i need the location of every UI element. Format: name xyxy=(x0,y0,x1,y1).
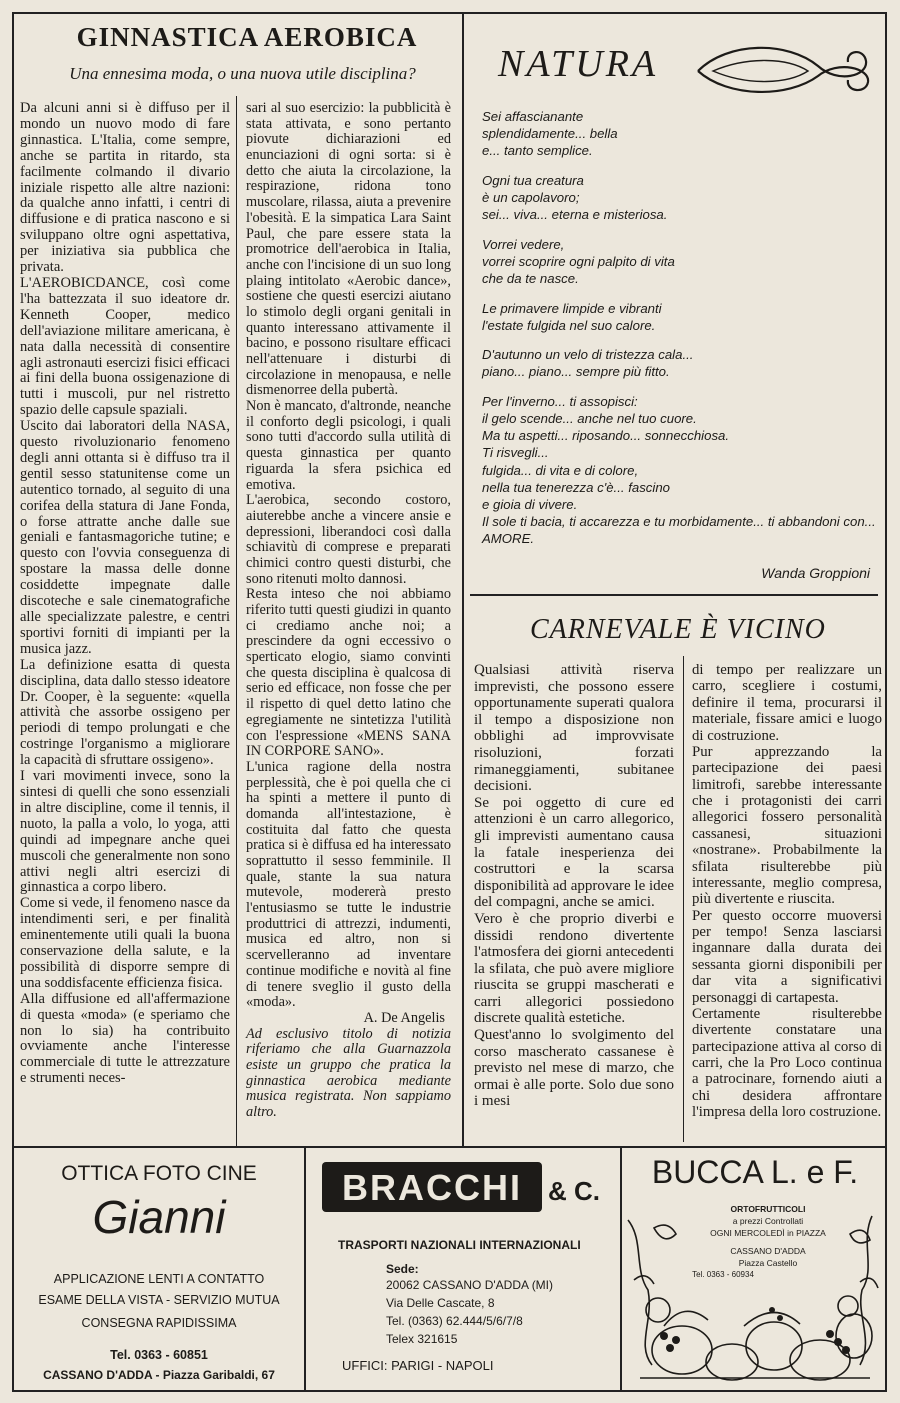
bracchi-logo-box xyxy=(322,1162,542,1212)
gym-paragraph: I vari movimenti invece, sono la sintesi di quelli che sono essenziali in altre discipline, come il tennis, il nuoto, la palla a volo, lo yoga, atti quindi ad impegnare anche quei muscoli che generalmente non sono attivi negli altri esercizi di ginnastica a corpo libero. xyxy=(20,768,230,896)
gym-paragraph: Alla diffusione ed all'affermazione di questa «moda» (e speriamo che non lo sia) ha contribuito ovviamente anche l'interesse commerciale di tutte le attrezzature e strumenti neces- xyxy=(20,990,230,1087)
gym-title: GINNASTICA AEROBICA xyxy=(76,22,418,52)
bracchi-address2: Via Delle Cascate, 8 xyxy=(386,1296,495,1310)
gianni-line2: ESAME DELLA VISTA - SERVIZIO MUTUA xyxy=(38,1293,280,1307)
gianni-line1: APPLICAZIONE LENTI A CONTATTO xyxy=(53,1272,265,1286)
carnevale-paragraph: Quest'anno lo svolgimento del corso mascherato cassanese è previsto nel mese di marzo, che ormai è alle porte. Solo due sono i mesi xyxy=(474,1027,674,1110)
bracchi-tagline: TRASPORTI NAZIONALI INTERNAZIONALI xyxy=(338,1238,581,1252)
carnevale-paragraph: di tempo per realizzare un carro, scegliere i costumi, definire il tema, procurarsi il materiale, fissare amici e luogo di costruzione. xyxy=(692,662,882,744)
ad-bucca xyxy=(624,1150,886,1388)
carnevale-paragraph: Vero è che proprio diverbi e dissidi rendono divertente l'atmosfera dei giorni antecedenti la sfilata, che può avere migliore riuscita se gruppi mascherati e carri allegorici possiedono discrete qualità estetiche. xyxy=(474,910,674,1027)
natura-title: NATURA xyxy=(498,43,659,85)
carnevale-paragraph: Se poi oggetto di cure ed attenzioni è un carro allegorico, gli imprevisti aumentano causa la fatale inesperienza dei costruttori e la scarsa disponibilità ad approvare le idee del compagni, anche se amici. xyxy=(474,794,674,911)
carnevale-paragraph: Pur apprezzando la partecipazione dei paesi limitrofi, sarebbe interessante che i protagonisti dei carri allegorici fossero personalità cassanesi, situazioni «nostrane». Probabilmente la sfilata risulterebbe più interessante, meglio compresa, più divertente e riuscita. xyxy=(692,743,882,908)
gym-paragraph: Come si vede, il fenomeno nasce da intendimenti seri, e per finalità eminentemente utili quali la buona conservazione della salute, e la possibilità di disporre sempre di una soddisfacente efficienza fisica. xyxy=(20,895,230,991)
poem-stanza: Sei affascianante splendidamente... bella e... tanto semplice. xyxy=(482,109,618,159)
bracchi-tel: Tel. (0363) 62.444/5/6/7/8 xyxy=(386,1314,523,1328)
fruit-basket-illustration xyxy=(624,1150,886,1388)
bracchi-sede-label: Sede: xyxy=(386,1262,419,1276)
gym-paragraph: sari al suo esercizio: la pubblicità è stata attivata, e sono pertanto piovute dichiarazioni ed enunciazioni di ogni sorta: si è detto che aiuta la circolazione, la respirazione, ridona tono muscolare, rilassa, aiuta a prevenire l'obesità. E la simpatica Lara Saint Paul, che pare essere stata la promotrice dell'aerobica in Italia, anche con l'incisione di un suo long plaing intitolato «Aerobic dance», sostiene che questi esercizi aiutano lo stimolo degli organi genitali in quanto interessano attivamente il bacino, e possono risultare efficaci nell'attenuare i disturbi di circolazione in menopausa, e nelle dismenorree della pubertà. xyxy=(246,100,451,399)
ads-top-rule xyxy=(14,1146,885,1148)
gym-paragraph: L'unica ragione della nostra perplessità, che è poi quella che ci ha spinti a mettere il punto di domanda all'intestazione, è costituita dal fatto che questa pratica si è diffusa ed ha interessato soprattutto il sesso femminile. Il quale, stante la sua natura mutevole, modererà presto l'entusiasmo se tutte le industrie produttrici di attrezzi, indumenti, musica ed altro, non si scervelleranno ad inventare continue modifiche e novità al fine di tenere sveglio il gusto della «moda». xyxy=(246,758,451,1011)
poem-signature: Wanda Groppioni xyxy=(761,565,870,581)
ad-ottica-gianni xyxy=(16,1150,302,1388)
poem-stanza: Ogni tua creatura è un capolavoro; sei... viva... eterna e misteriosa. xyxy=(482,172,668,223)
gianni-address: CASSANO D'ADDA - Piazza Garibaldi, 67 xyxy=(43,1368,275,1382)
gianni-line3: CONSEGNA RAPIDISSIMA xyxy=(81,1316,237,1330)
gym-paragraph: Da alcuni anni si è diffuso per il mondo un nuovo modo di fare ginnastica. L'Italia, come sempre, anche se partita in ritardo, sta facilmente colmando il divario iniziale rispetto alle altre nazioni: da qualche anno infatti, i centri di diffusione e di pratica nascono e si sviluppano oltre ogni aspettativa, per iniziativa sia pubblica che privata. xyxy=(20,100,230,276)
bucca-line2: a prezzi Controllati xyxy=(732,1216,804,1226)
gym-author: A. De Angelis xyxy=(363,1009,445,1026)
gym-column-1 xyxy=(20,101,230,1087)
bracchi-logo: BRACCHI xyxy=(342,1167,522,1208)
ads-divider-left xyxy=(304,1148,306,1390)
bracchi-address1: 20062 CASSANO D'ADDA (MI) xyxy=(386,1278,554,1292)
poem-stanza: Vorrei vedere, vorrei scoprire ogni palpito di vita che da te nasce. xyxy=(482,236,675,287)
carnevale-title: CARNEVALE È VICINO xyxy=(530,614,826,645)
flourish-ornament xyxy=(688,36,878,106)
ad-bracchi xyxy=(308,1150,618,1388)
bucca-name: BUCCA L. e F. xyxy=(651,1154,859,1190)
gym-subtitle: Una ennesima moda, o una nuova utile disciplina? xyxy=(69,64,416,83)
bucca-line1: ORTOFRUTTICOLI xyxy=(730,1204,806,1214)
carnevale-column-1 xyxy=(474,662,674,1110)
bucca-tel: Tel. 0363 - 60934 xyxy=(692,1270,754,1279)
bracchi-telex: Telex 321615 xyxy=(386,1332,458,1346)
gym-note: Ad esclusivo titolo di notizia riferiamo che alla Guarnazzola esiste un gruppo che pratica la ginnastica aerobica mediante musica registrata. Non sappiamo altro. xyxy=(246,1025,451,1120)
bucca-city: CASSANO D'ADDA xyxy=(730,1246,806,1256)
gym-column-divider xyxy=(236,96,237,1146)
gym-paragraph: Uscito dai laboratori della NASA, questo rivoluzionario fenomeno degli anni ottanta si è diffuso tra il gentil sesso statunitense come un autentico tornado, al seguito di una corifea della statura di Jane Fonda, o forse attratte anche dalle sue geniali e fantasmagoriche tutine; e questo con l'ovvia conseguenza di spostare la massa delle donne cosiddette impegnate dalle discoteche e sale cinematografiche alle specializzate palestre, e centri sportivi forniti di impianti per la musica jazz. xyxy=(20,418,230,657)
gym-paragraph: L'AEROBICDANCE, così come l'ha battezzata il suo ideatore dr. Kenneth Cooper, medico dell'aviazione militare americana, è nata dalla necessità di consentire agli astronauti esercizi fisici efficaci ai fini della buona ossigenazione di tutti i muscoli, pur nel ristretto spazio delle capsule spaziali. xyxy=(20,274,230,419)
carnevale-paragraph: Certamente risulterebbe divertente constatare una partecipazione attiva al corso di carri, che la Pro Loco continua a patrocinare, fornendo aiuti a chi desidera affrontare l'impresa della loro costruzione. xyxy=(692,1005,882,1121)
poem-stanza: Per l'inverno... ti assopisci: il gelo scende... anche nel tuo cuore. Ma tu aspetti... riposando... sonnecchiosa. Ti risvegli... fulgida... di vita e di colore, nella tua tenerezza c'è... fascino e gioia di vivere. Il sole ti bacia, ti accarezza e tu morbidamente... ti abbandoni con... AMORE. xyxy=(482,393,876,547)
gianni-tel: Tel. 0363 - 60851 xyxy=(110,1348,208,1362)
gym-column-2 xyxy=(246,101,451,1121)
gym-paragraph: Non è mancato, d'altronde, neanche il conforto degli psicologi, i quali sono tutti d'accordo sulla utilità di questa ginnastica per quanto riguarda la sfera psichica ed emotiva. xyxy=(246,398,451,493)
carnevale-paragraph: Qualsiasi attività riserva imprevisti, che possono essere opportunamente superati qualora il tempo a disposizione non obblighi ad improvvisate risoluzioni, forzati rimaneggiamenti, subitanee decisioni. xyxy=(474,662,674,795)
bracchi-offices: UFFICI: PARIGI - NAPOLI xyxy=(342,1358,494,1373)
ads-divider-right xyxy=(620,1148,622,1390)
bucca-line3: OGNI MERCOLEDÌ in PIAZZA xyxy=(710,1228,826,1238)
bracchi-logo-suffix: & C. xyxy=(548,1176,600,1206)
poem-stanza: Le primavere limpide e vibranti l'estate fulgida nel suo calore. xyxy=(482,300,662,333)
gym-paragraph: L'aerobica, secondo costoro, aiuterebbe anche a vincere ansie e depressioni, liberandoci così dalla schiavitù di comprese e preparati chimici contro questi disturbi, che sono ritenuti molto dannosi. xyxy=(246,492,451,587)
gianni-name: Gianni xyxy=(92,1191,226,1243)
carnevale-column-divider xyxy=(683,656,684,1142)
main-column-divider xyxy=(462,14,464,1146)
natura-poem xyxy=(482,108,877,560)
natura-bottom-rule xyxy=(470,594,878,596)
carnevale-paragraph: Per questo occorre muoversi per tempo! Senza lasciarsi ingannare dalla durata dei sessanta giorni disponibili per dar vita a significativi personaggi di cartapesta. xyxy=(692,907,882,1006)
bucca-place: Piazza Castello xyxy=(738,1258,798,1268)
gym-paragraph: Resta inteso che noi abbiamo riferito tutti questi giudizi in quanto ci crediamo anche noi; a prescindere da ogni eccessivo o sperticato elogio, siamo convinti che questa disciplina è qualcosa di serio ed efficace, non fosse che per il rispetto di quel detto latino che egregiamente ne sintetizza l'utilità con l'espressione «MENS SANA IN CORPORE SANO». xyxy=(246,586,451,760)
poem-stanza: D'autunno un velo di tristezza cala... piano... piano... sempre più fitto. xyxy=(482,347,694,380)
carnevale-column-2 xyxy=(692,662,882,1121)
gym-paragraph: La definizione esatta di questa disciplina, data dallo stesso ideatore Dr. Cooper, è la seguente: «quella attività che assorbe ossigeno per periodi di tempo prolungati e che costringe l'organismo a migliorare la capacità di sfruttare ossigeno». xyxy=(20,656,230,769)
gianni-top: OTTICA FOTO CINE xyxy=(61,1162,257,1185)
